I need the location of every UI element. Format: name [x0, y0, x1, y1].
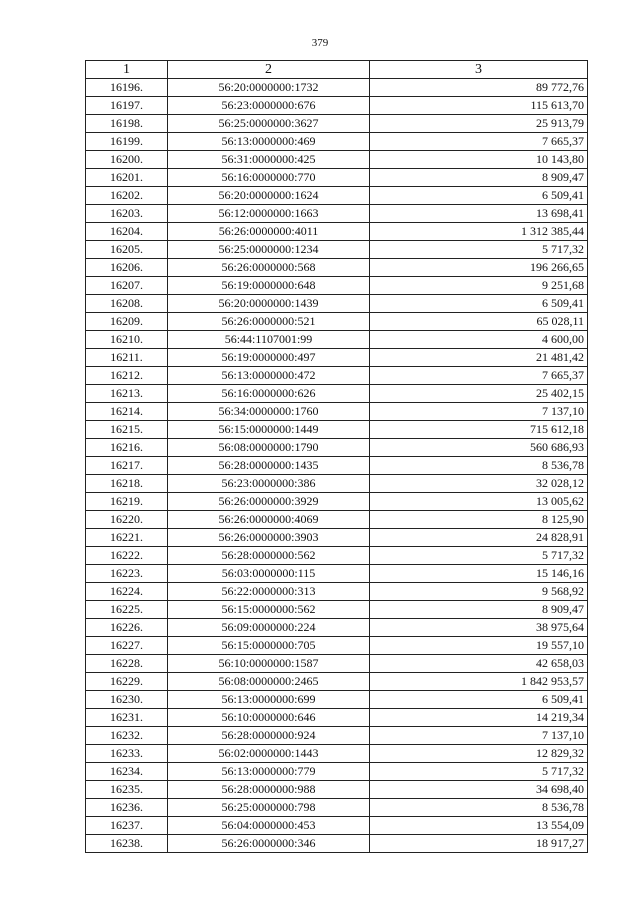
row-number-cell: 16226.	[86, 619, 168, 637]
cadastral-number-cell: 56:19:0000000:497	[168, 349, 370, 367]
cadastral-number-cell: 56:04:0000000:453	[168, 817, 370, 835]
table-row	[86, 583, 588, 601]
table-row	[86, 151, 588, 169]
table-row	[86, 691, 588, 709]
row-number-cell: 16201.	[86, 169, 168, 187]
table-row	[86, 727, 588, 745]
cadastral-number-cell: 56:28:0000000:924	[168, 727, 370, 745]
cadastral-number-cell: 56:26:0000000:4069	[168, 511, 370, 529]
table-row	[86, 673, 588, 691]
row-number-cell: 16198.	[86, 115, 168, 133]
value-cell: 115 613,70	[370, 97, 588, 115]
cadastral-number-cell: 56:13:0000000:472	[168, 367, 370, 385]
cadastral-number-cell: 56:20:0000000:1624	[168, 187, 370, 205]
row-number-cell: 16221.	[86, 529, 168, 547]
cadastral-number-cell: 56:23:0000000:676	[168, 97, 370, 115]
cadastral-number-cell: 56:28:0000000:988	[168, 781, 370, 799]
cadastral-number-cell: 56:08:0000000:1790	[168, 439, 370, 457]
table-row	[86, 349, 588, 367]
row-number-cell: 16208.	[86, 295, 168, 313]
value-cell: 6 509,41	[370, 187, 588, 205]
cadastral-number-cell: 56:34:0000000:1760	[168, 403, 370, 421]
table-row	[86, 421, 588, 439]
cadastral-number-cell: 56:25:0000000:798	[168, 799, 370, 817]
table-row	[86, 655, 588, 673]
cadastral-number-cell: 56:08:0000000:2465	[168, 673, 370, 691]
cadastral-number-cell: 56:16:0000000:770	[168, 169, 370, 187]
value-cell: 8 125,90	[370, 511, 588, 529]
table-row	[86, 133, 588, 151]
table-row	[86, 745, 588, 763]
cadastral-number-cell: 56:26:0000000:3929	[168, 493, 370, 511]
row-number-cell: 16218.	[86, 475, 168, 493]
row-number-cell: 16215.	[86, 421, 168, 439]
cadastral-number-cell: 56:25:0000000:1234	[168, 241, 370, 259]
value-cell: 21 481,42	[370, 349, 588, 367]
row-number-cell: 16217.	[86, 457, 168, 475]
row-number-cell: 16225.	[86, 601, 168, 619]
table-row	[86, 493, 588, 511]
row-number-cell: 16197.	[86, 97, 168, 115]
row-number-cell: 16211.	[86, 349, 168, 367]
table-header	[86, 61, 588, 79]
table-row	[86, 187, 588, 205]
cadastral-number-cell: 56:10:0000000:1587	[168, 655, 370, 673]
row-number-cell: 16213.	[86, 385, 168, 403]
table-row	[86, 223, 588, 241]
cadastral-number-cell: 56:12:0000000:1663	[168, 205, 370, 223]
row-number-cell: 16235.	[86, 781, 168, 799]
row-number-cell: 16236.	[86, 799, 168, 817]
cadastral-number-cell: 56:19:0000000:648	[168, 277, 370, 295]
value-cell: 24 828,91	[370, 529, 588, 547]
table-row	[86, 817, 588, 835]
value-cell: 715 612,18	[370, 421, 588, 439]
value-cell: 7 665,37	[370, 133, 588, 151]
table-row	[86, 529, 588, 547]
cadastral-number-cell: 56:20:0000000:1439	[168, 295, 370, 313]
value-cell: 7 137,10	[370, 403, 588, 421]
row-number-cell: 16202.	[86, 187, 168, 205]
cadastral-number-cell: 56:26:0000000:4011	[168, 223, 370, 241]
cadastral-number-cell: 56:28:0000000:562	[168, 547, 370, 565]
value-cell: 6 509,41	[370, 691, 588, 709]
cadastral-number-cell: 56:20:0000000:1732	[168, 79, 370, 97]
table-row	[86, 79, 588, 97]
value-cell: 32 028,12	[370, 475, 588, 493]
cadastral-number-cell: 56:26:0000000:521	[168, 313, 370, 331]
table-row	[86, 115, 588, 133]
value-cell: 560 686,93	[370, 439, 588, 457]
row-number-cell: 16209.	[86, 313, 168, 331]
cadastral-number-cell: 56:22:0000000:313	[168, 583, 370, 601]
row-number-cell: 16231.	[86, 709, 168, 727]
table-row	[86, 403, 588, 421]
value-cell: 14 219,34	[370, 709, 588, 727]
table-row	[86, 763, 588, 781]
row-number-cell: 16212.	[86, 367, 168, 385]
value-cell: 89 772,76	[370, 79, 588, 97]
table-row	[86, 313, 588, 331]
cadastral-number-cell: 56:13:0000000:779	[168, 763, 370, 781]
table-row	[86, 835, 588, 853]
table-row	[86, 277, 588, 295]
value-cell: 42 658,03	[370, 655, 588, 673]
table-row	[86, 205, 588, 223]
table-row	[86, 781, 588, 799]
value-cell: 7 665,37	[370, 367, 588, 385]
row-number-cell: 16204.	[86, 223, 168, 241]
value-cell: 13 554,09	[370, 817, 588, 835]
row-number-cell: 16234.	[86, 763, 168, 781]
cadastral-number-cell: 56:09:0000000:224	[168, 619, 370, 637]
value-cell: 5 717,32	[370, 763, 588, 781]
value-cell: 7 137,10	[370, 727, 588, 745]
value-cell: 6 509,41	[370, 295, 588, 313]
cadastral-number-cell: 56:10:0000000:646	[168, 709, 370, 727]
value-cell: 15 146,16	[370, 565, 588, 583]
row-number-cell: 16207.	[86, 277, 168, 295]
row-number-cell: 16223.	[86, 565, 168, 583]
value-cell: 1 312 385,44	[370, 223, 588, 241]
header-row	[86, 61, 588, 79]
cadastral-number-cell: 56:15:0000000:1449	[168, 421, 370, 439]
value-cell: 19 557,10	[370, 637, 588, 655]
row-number-cell: 16205.	[86, 241, 168, 259]
table-row	[86, 799, 588, 817]
row-number-cell: 16199.	[86, 133, 168, 151]
cadastral-number-cell: 56:31:0000000:425	[168, 151, 370, 169]
cadastral-number-cell: 56:26:0000000:3903	[168, 529, 370, 547]
page-number: 379	[311, 37, 329, 49]
row-number-cell: 16206.	[86, 259, 168, 277]
cadastral-number-cell: 56:13:0000000:469	[168, 133, 370, 151]
value-cell: 25 913,79	[370, 115, 588, 133]
row-number-cell: 16203.	[86, 205, 168, 223]
column-header-3: 3	[370, 61, 588, 79]
row-number-cell: 16232.	[86, 727, 168, 745]
table-row	[86, 601, 588, 619]
value-cell: 8 536,78	[370, 799, 588, 817]
table-row	[86, 709, 588, 727]
table-row	[86, 439, 588, 457]
value-cell: 8 536,78	[370, 457, 588, 475]
row-number-cell: 16230.	[86, 691, 168, 709]
value-cell: 18 917,27	[370, 835, 588, 853]
value-cell: 1 842 953,57	[370, 673, 588, 691]
row-number-cell: 16238.	[86, 835, 168, 853]
value-cell: 10 143,80	[370, 151, 588, 169]
table-row	[86, 97, 588, 115]
cadastral-number-cell: 56:44:1107001:99	[168, 331, 370, 349]
row-number-cell: 16210.	[86, 331, 168, 349]
value-cell: 5 717,32	[370, 547, 588, 565]
row-number-cell: 16196.	[86, 79, 168, 97]
value-cell: 4 600,00	[370, 331, 588, 349]
row-number-cell: 16219.	[86, 493, 168, 511]
cadastral-number-cell: 56:25:0000000:3627	[168, 115, 370, 133]
row-number-cell: 16227.	[86, 637, 168, 655]
table-body	[86, 79, 588, 853]
value-cell: 9 568,92	[370, 583, 588, 601]
value-cell: 196 266,65	[370, 259, 588, 277]
table-row	[86, 241, 588, 259]
table-row	[86, 637, 588, 655]
value-cell: 65 028,11	[370, 313, 588, 331]
cadastral-number-cell: 56:03:0000000:115	[168, 565, 370, 583]
table-row	[86, 367, 588, 385]
row-number-cell: 16214.	[86, 403, 168, 421]
cadastral-number-cell: 56:23:0000000:386	[168, 475, 370, 493]
value-cell: 9 251,68	[370, 277, 588, 295]
row-number-cell: 16216.	[86, 439, 168, 457]
value-cell: 13 005,62	[370, 493, 588, 511]
column-header-2: 2	[168, 61, 370, 79]
table-row	[86, 565, 588, 583]
table-row	[86, 457, 588, 475]
table-row	[86, 295, 588, 313]
value-cell: 38 975,64	[370, 619, 588, 637]
cadastral-number-cell: 56:26:0000000:346	[168, 835, 370, 853]
cadastral-number-cell: 56:28:0000000:1435	[168, 457, 370, 475]
table-row	[86, 547, 588, 565]
value-cell: 12 829,32	[370, 745, 588, 763]
value-cell: 13 698,41	[370, 205, 588, 223]
table-row	[86, 475, 588, 493]
cadastral-value-table	[85, 60, 588, 853]
cadastral-number-cell: 56:02:0000000:1443	[168, 745, 370, 763]
table-row	[86, 511, 588, 529]
table-row	[86, 259, 588, 277]
value-cell: 5 717,32	[370, 241, 588, 259]
table-row	[86, 169, 588, 187]
value-cell: 8 909,47	[370, 169, 588, 187]
table-row	[86, 619, 588, 637]
row-number-cell: 16233.	[86, 745, 168, 763]
column-header-1: 1	[86, 61, 168, 79]
row-number-cell: 16224.	[86, 583, 168, 601]
table-row	[86, 331, 588, 349]
row-number-cell: 16222.	[86, 547, 168, 565]
value-cell: 34 698,40	[370, 781, 588, 799]
row-number-cell: 16229.	[86, 673, 168, 691]
cadastral-number-cell: 56:16:0000000:626	[168, 385, 370, 403]
value-cell: 8 909,47	[370, 601, 588, 619]
value-cell: 25 402,15	[370, 385, 588, 403]
row-number-cell: 16237.	[86, 817, 168, 835]
table-row	[86, 385, 588, 403]
row-number-cell: 16228.	[86, 655, 168, 673]
cadastral-number-cell: 56:15:0000000:562	[168, 601, 370, 619]
row-number-cell: 16200.	[86, 151, 168, 169]
row-number-cell: 16220.	[86, 511, 168, 529]
cadastral-number-cell: 56:26:0000000:568	[168, 259, 370, 277]
cadastral-number-cell: 56:13:0000000:699	[168, 691, 370, 709]
cadastral-number-cell: 56:15:0000000:705	[168, 637, 370, 655]
